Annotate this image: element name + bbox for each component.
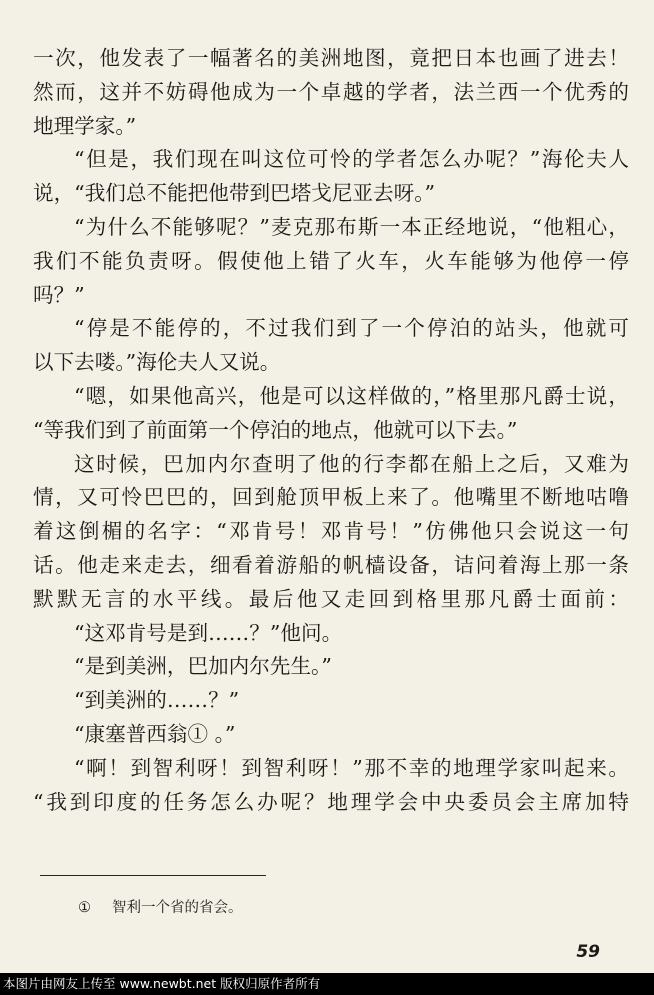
text-line-4: “但是，我们现在叫这位可怜的学者怎么办呢？”海伦夫人 (74, 147, 629, 172)
text-line-19: “是到美洲，巴加内尔先生。” (74, 654, 332, 679)
text-line-8: 吗？” (33, 282, 85, 307)
footnote-marker: ① (78, 900, 91, 916)
text-line-16: 话。他走来走去，细看着游船的帆樯设备，诘问着海上那一条 (33, 552, 629, 577)
text-line-14: 情，又可怜巴巴的，回到舱顶甲板上来了。他嘴里不断地咕噜 (33, 485, 629, 510)
watermark-text: 本图片由网友上传至 www.newbt.net 版权归原作者所有 (3, 976, 321, 991)
text-line-20: “到美洲的……？” (74, 688, 240, 713)
page-number: 59 (576, 942, 600, 962)
footnote-text: 智利一个省的省会。 (112, 900, 243, 916)
text-line-6: “为什么不能够呢？”麦克那布斯一本正经地说，“他粗心， (74, 214, 629, 239)
text-line-22: “啊！到智利呀！到智利呀！”那不幸的地理学家叫起来。 (74, 755, 629, 780)
text-line-11: “嗯，如果他高兴，他是可以这样做的，”格里那凡爵士说， (74, 383, 629, 408)
text-line-1: 一次，他发表了一幅著名的美洲地图，竟把日本也画了进去！ (33, 46, 629, 70)
watermark-bar (0, 973, 654, 995)
text-line-3: 地理学家。” (33, 113, 137, 138)
text-line-5: 说，“我们总不能把他带到巴塔戈尼亚去呀。” (33, 181, 436, 206)
text-line-15: 着这倒楣的名字：“邓肯号！邓肯号！”仿佛他只会说这一句 (33, 519, 629, 544)
footnote-divider (40, 875, 266, 876)
text-line-13: 这时候，巴加内尔查明了他的行李都在船上之后，又难为 (74, 451, 629, 476)
text-line-17: 默默无言的水平线。最后他又走回到格里那凡爵士面前： (33, 586, 629, 611)
body-text (33, 42, 629, 819)
text-line-21: “康塞普西翁① 。” (74, 721, 236, 746)
text-line-10: 以下去喽。”海伦夫人又说。 (33, 350, 281, 375)
text-line-9: “停是不能停的，不过我们到了一个停泊的站头，他就可 (74, 316, 629, 341)
text-line-23: “我到印度的任务怎么办呢？地理学会中央委员会主席加特 (33, 789, 629, 814)
text-line-18: “这邓肯号是到……？”他问。 (74, 620, 343, 645)
text-line-7: 我们不能负责呀。假使他上错了火车，火车能够为他停一停 (33, 248, 629, 273)
footnote (78, 898, 243, 918)
text-line-12: “等我们到了前面第一个停泊的地点，他就可以下去。” (33, 417, 518, 442)
text-line-2: 然而，这并不妨碍他成为一个卓越的学者，法兰西一个优秀的 (33, 79, 629, 104)
